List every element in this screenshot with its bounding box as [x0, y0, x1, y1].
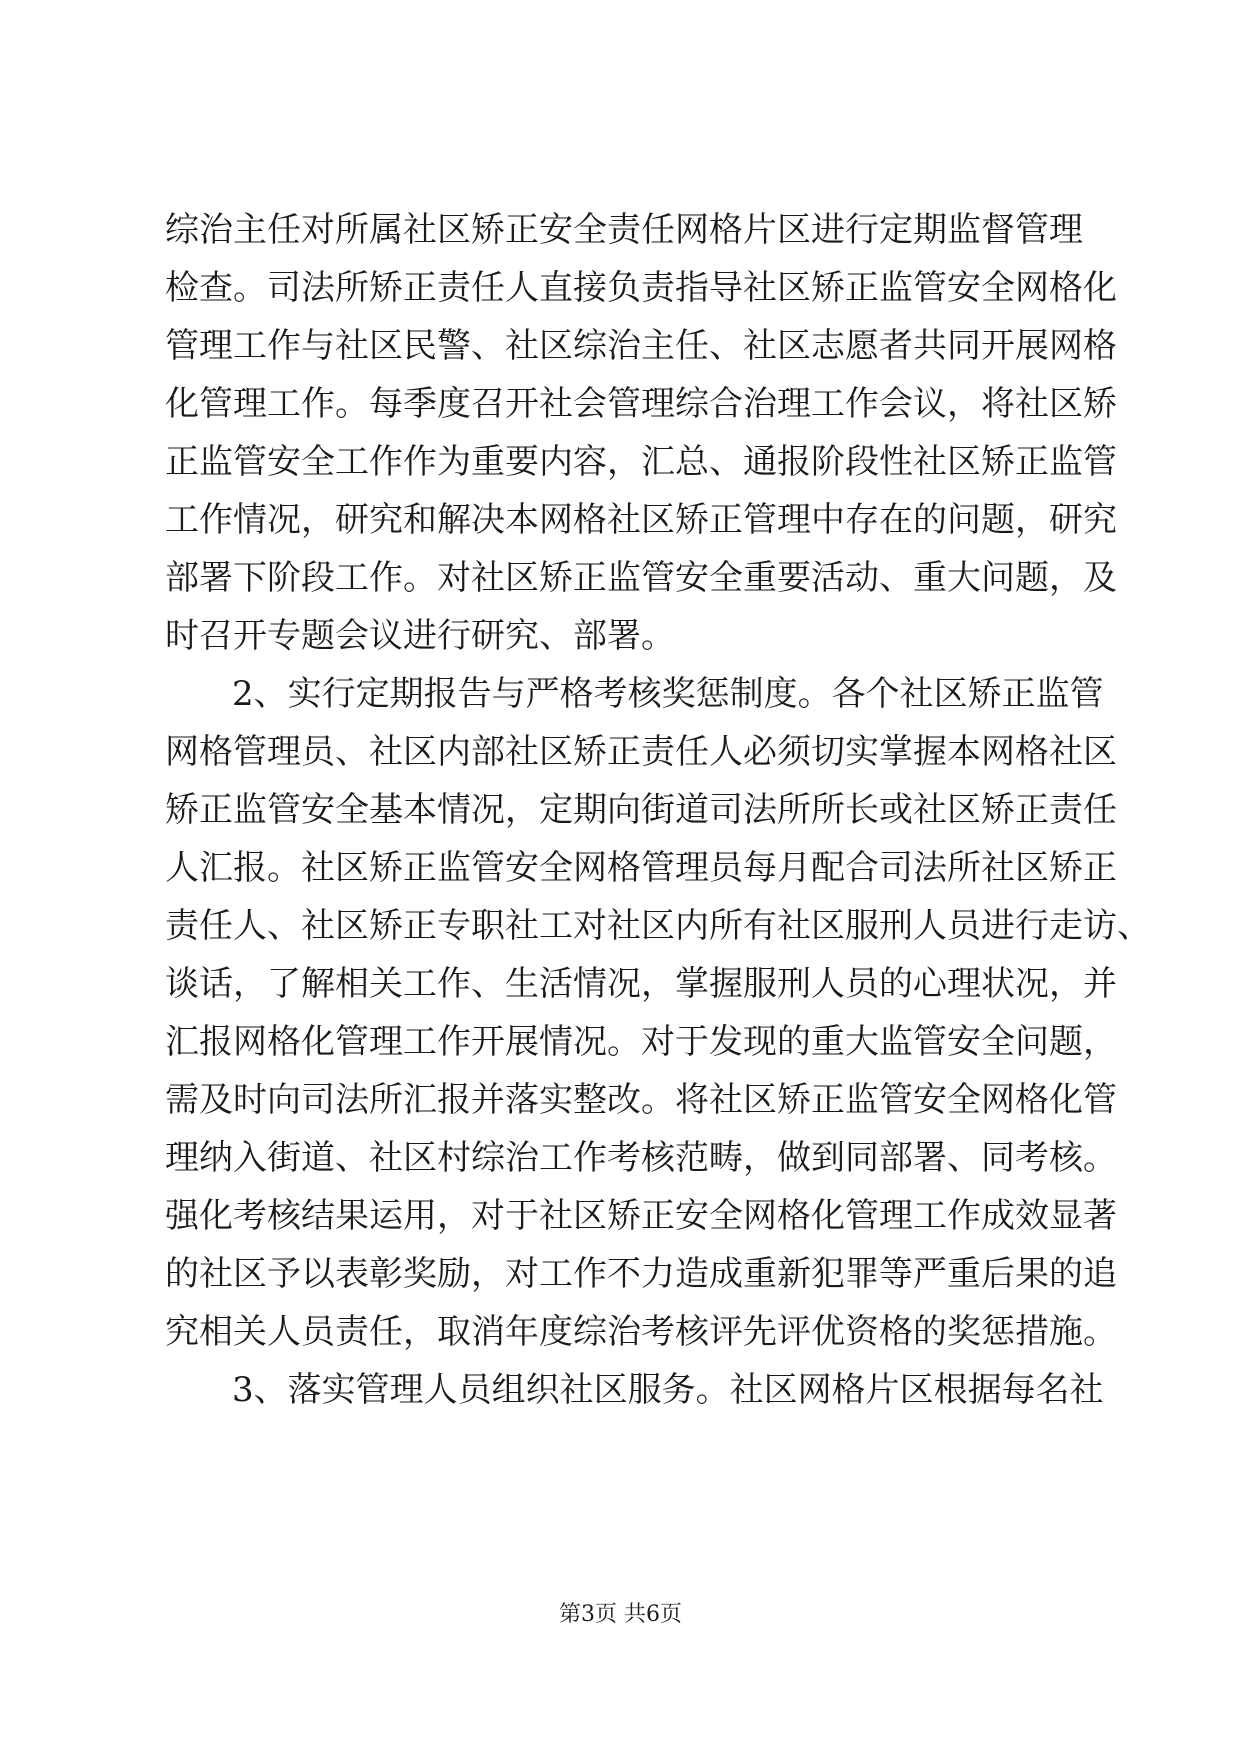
text-line: 综治主任对所属社区矫正安全责任网格片区进行定期监督管理: [165, 210, 1083, 250]
text-line: 究相关人员责任，取消年度综治考核评先评优资格的奖惩措施。: [165, 1312, 1117, 1352]
text-line: 需及时向司法所汇报并落实整改。将社区矫正监管安全网格化管: [165, 1080, 1117, 1120]
text-line: 强化考核结果运用，对于社区矫正安全网格化管理工作成效显著: [165, 1196, 1117, 1236]
text-line: 人汇报。社区矫正监管安全网格管理员每月配合司法所社区矫正: [165, 848, 1117, 888]
paragraph-2-first-line: 2、实行定期报告与严格考核奖惩制度。各个社区矫正监管: [232, 674, 1104, 714]
text-line: 责任人、社区矫正专职社工对社区内所有社区服刑人员进行走访、: [165, 906, 1151, 946]
text-line: 理纳入街道、社区村综治工作考核范畴，做到同部署、同考核。: [165, 1138, 1117, 1178]
text-line: 检查。司法所矫正责任人直接负责指导社区矫正监管安全网格化: [165, 268, 1117, 308]
text-line: 汇报网格化管理工作开展情况。对于发现的重大监管安全问题，: [165, 1022, 1117, 1062]
text-line: 工作情况，研究和解决本网格社区矫正管理中存在的问题，研究: [165, 500, 1117, 540]
text-line: 网格管理员、社区内部社区矫正责任人必须切实掌握本网格社区: [165, 732, 1117, 772]
text-line: 部署下阶段工作。对社区矫正监管安全重要活动、重大问题，及: [165, 558, 1117, 598]
text-line: 谈话，了解相关工作、生活情况，掌握服刑人员的心理状况，并: [165, 964, 1117, 1004]
text-line: 管理工作与社区民警、社区综治主任、社区志愿者共同开展网格: [165, 326, 1117, 366]
text-line: 的社区予以表彰奖励，对工作不力造成重新犯罪等严重后果的追: [165, 1254, 1117, 1294]
paragraph-3-first-line: 3、落实管理人员组织社区服务。社区网格片区根据每名社: [232, 1370, 1104, 1410]
text-line: 化管理工作。每季度召开社会管理综合治理工作会议，将社区矫: [165, 384, 1117, 424]
text-line: 时召开专题会议进行研究、部署。: [165, 616, 675, 656]
page-footer: 第3页 共6页: [559, 1602, 682, 1627]
text-line: 矫正监管安全基本情况，定期向街道司法所所长或社区矫正责任: [165, 790, 1117, 830]
text-line: 正监管安全工作作为重要内容，汇总、通报阶段性社区矫正监管: [165, 442, 1117, 482]
